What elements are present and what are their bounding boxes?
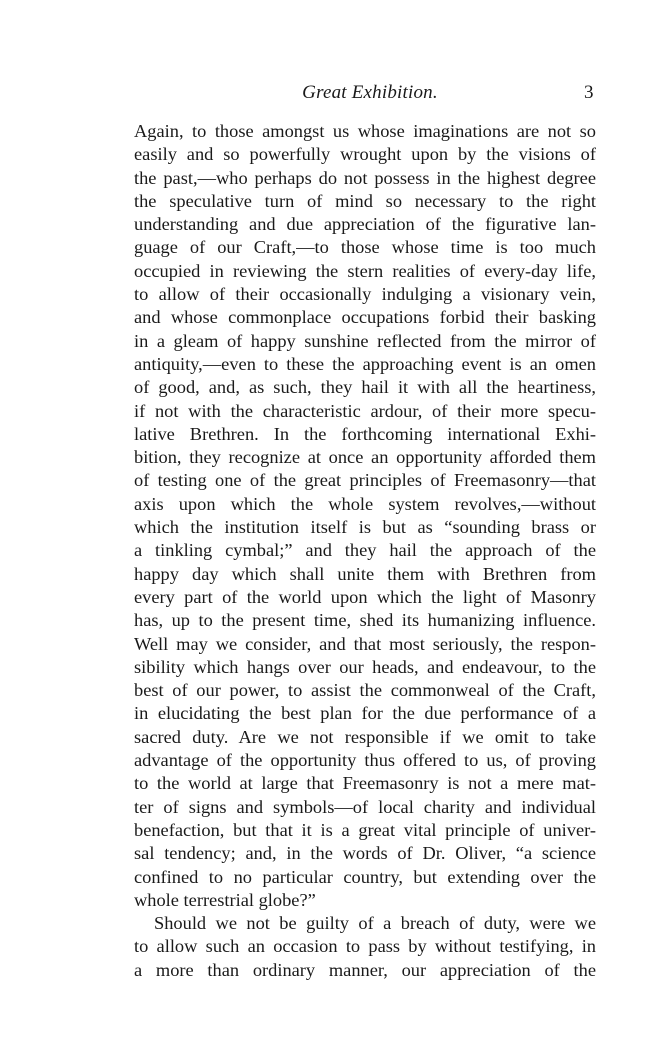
text-line: axis upon which the whole system revolves,—without [134, 493, 596, 514]
text-line: in elucidating the best plan for the due performance of a [134, 703, 596, 724]
text-line: if not with the characteristic ardour, of their more specu- [134, 400, 596, 421]
text-line: lative Brethren. In the forthcoming international Exhi- [134, 423, 596, 444]
text-line: has, up to the present time, shed its humanizing influence. [134, 610, 596, 631]
text-line: in a gleam of happy sunshine reflected from the mirror of [134, 330, 596, 351]
text-line: the past,—who perhaps do not possess in the highest degree [134, 167, 596, 188]
text-line: of good, and, as such, they hail it with all the heartiness, [134, 377, 596, 398]
text-line: confined to no particular country, but extending over the [134, 866, 596, 887]
text-line: Well may we consider, and that most seriously, the respon- [134, 633, 596, 654]
text-line: sacred duty. Are we not responsible if we omit to take [134, 726, 596, 747]
text-line: Again, to those amongst us whose imaginations are not so [134, 121, 596, 141]
text-line: to allow of their occasionally indulging a visionary vein, [134, 284, 596, 305]
text-line: bition, they recognize at once an opportunity afforded them [134, 447, 596, 468]
paragraph-1 [134, 120, 596, 912]
text-line: which the institution itself is but as “sounding brass or [134, 517, 596, 538]
running-header [0, 82, 668, 108]
text-line: a more than ordinary manner, our appreciation of the [134, 959, 596, 980]
text-line: every part of the world upon which the light of Masonry [134, 586, 596, 607]
text-line: Should we not be guilty of a breach of duty, were we [154, 913, 596, 934]
body-text [134, 120, 596, 982]
text-line: sal tendency; and, in the words of Dr. Oliver, “a science [134, 843, 596, 864]
text-line: benefaction, but that it is a great vital principle of univer- [134, 819, 596, 840]
page-number: 3 [584, 82, 594, 103]
text-line: understanding and due appreciation of the figurative lan- [134, 214, 596, 235]
text-line: occupied in reviewing the stern realities of every-day life, [134, 260, 596, 281]
paragraph-2 [134, 912, 596, 982]
text-line: the speculative turn of mind so necessary to the right [134, 190, 596, 211]
text-line: of testing one of the great principles of Freemasonry—that [134, 470, 596, 491]
text-line: to allow such an occasion to pass by without testifying, in [134, 936, 596, 957]
running-title: Great Exhibition. [302, 82, 438, 103]
text-line: best of our power, to assist the commonweal of the Craft, [134, 680, 596, 701]
text-line: advantage of the opportunity thus offered to us, of proving [134, 750, 596, 771]
text-line: and whose commonplace occupations forbid their basking [134, 307, 596, 328]
text-line: ter of signs and symbols—of local charity and individual [134, 796, 596, 817]
text-line: easily and so powerfully wrought upon by the visions of [134, 144, 596, 165]
text-line: to the world at large that Freemasonry is not a mere mat- [134, 773, 596, 794]
text-line: a tinkling cymbal;” and they hail the approach of the [134, 540, 596, 561]
text-line: antiquity,—even to these the approaching event is an omen [134, 353, 596, 374]
text-line: happy day which shall unite them with Brethren from [134, 563, 596, 584]
text-line: guage of our Craft,—to those whose time is too much [134, 237, 596, 258]
text-line: whole terrestrial globe?” [134, 889, 316, 910]
text-line: sibility which hangs over our heads, and endeavour, to the [134, 656, 596, 677]
